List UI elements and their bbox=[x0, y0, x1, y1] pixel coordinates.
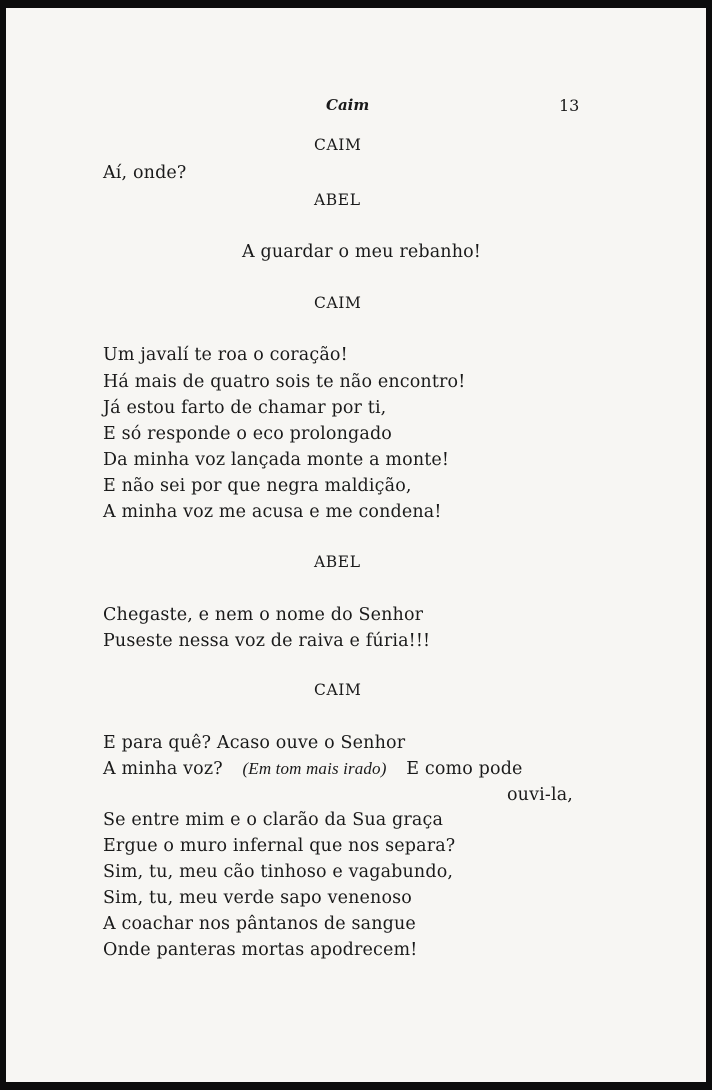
verse-line: Onde panteras mortas apodrecem! bbox=[103, 940, 418, 960]
verse-line: Puseste nessa voz de raiva e fúria!!! bbox=[103, 631, 431, 651]
speaker-label: CAIM bbox=[314, 294, 362, 312]
verse-line: E para quê? Acaso ouve o Senhor bbox=[103, 733, 406, 753]
verse-line: Se entre mim e o clarão da Sua graça bbox=[103, 810, 444, 830]
speaker-label: CAIM bbox=[314, 681, 362, 699]
speaker-label: ABEL bbox=[314, 191, 361, 209]
book-page bbox=[6, 8, 706, 1082]
verse-line: Da minha voz lançada monte a monte! bbox=[103, 450, 450, 470]
verse-line: A guardar o meu rebanho! bbox=[242, 242, 481, 262]
verse-text: E como pode bbox=[406, 759, 523, 779]
verse-line-continuation: ouvi-la, bbox=[507, 785, 573, 805]
verse-line: Já estou farto de chamar por ti, bbox=[103, 398, 387, 418]
verse-line: Sim, tu, meu verde sapo venenoso bbox=[103, 888, 412, 908]
stage-direction: (Em tom mais irado) bbox=[242, 759, 387, 778]
verse-line: Um javalí te roa o coração! bbox=[103, 345, 348, 365]
verse-line: Sim, tu, meu cão tinhoso e vagabundo, bbox=[103, 862, 454, 882]
running-header-title: Caim bbox=[326, 96, 370, 114]
verse-line bbox=[103, 759, 523, 779]
verse-text: A minha voz? bbox=[103, 759, 223, 779]
verse-line: Há mais de quatro sois te não encontro! bbox=[103, 372, 466, 392]
verse-line: A minha voz me acusa e me condena! bbox=[103, 502, 442, 522]
speaker-label: CAIM bbox=[314, 136, 362, 154]
speaker-label: ABEL bbox=[314, 553, 361, 571]
verse-line: A coachar nos pântanos de sangue bbox=[103, 914, 416, 934]
verse-line: E só responde o eco prolongado bbox=[103, 424, 392, 444]
verse-line: Chegaste, e nem o nome do Senhor bbox=[103, 605, 424, 625]
verse-line: Ergue o muro infernal que nos separa? bbox=[103, 836, 456, 856]
verse-line: E não sei por que negra maldição, bbox=[103, 476, 412, 496]
verse-line: Aí, onde? bbox=[103, 163, 187, 183]
page-number: 13 bbox=[559, 96, 580, 115]
